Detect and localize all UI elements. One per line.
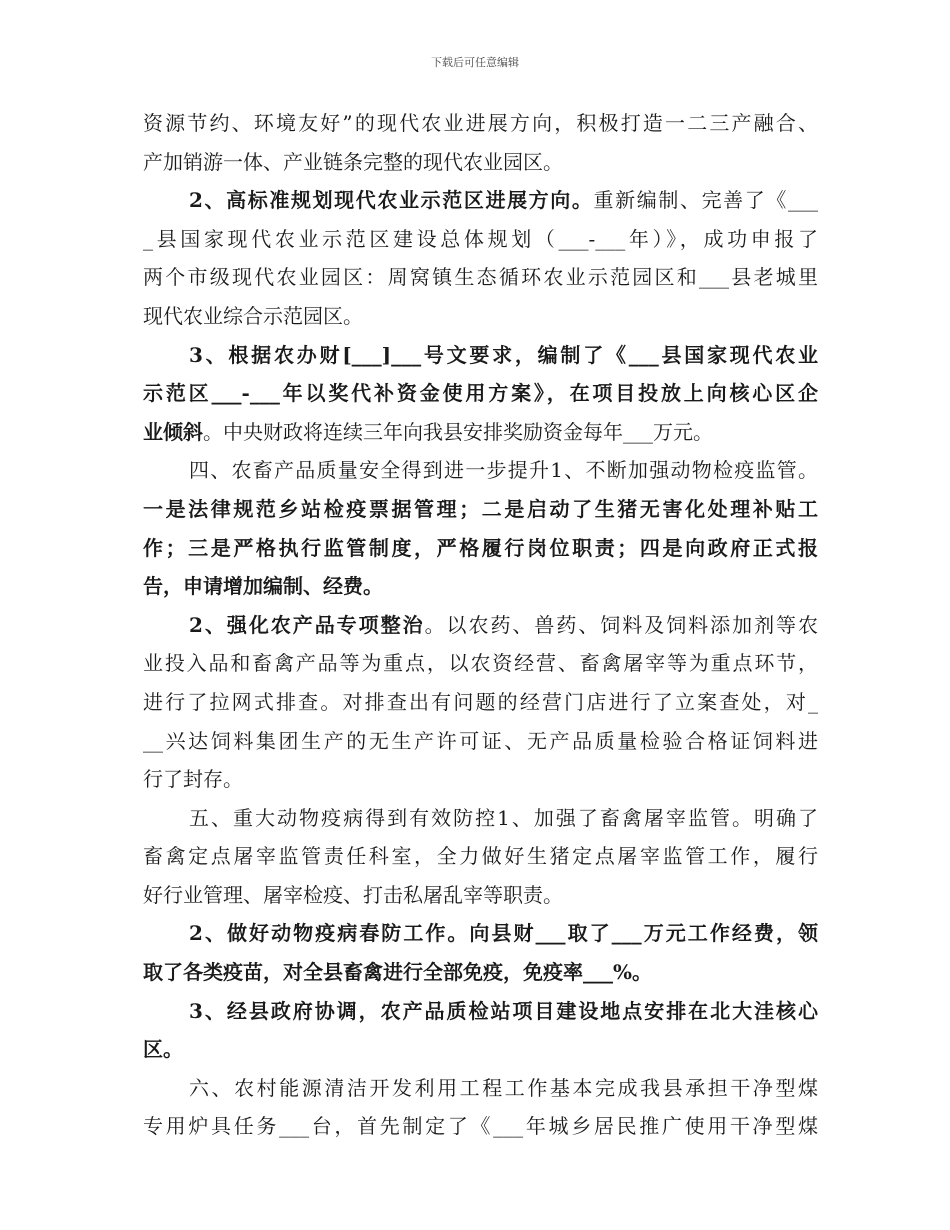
text-segment: 两个市级现代农业园区：周窝镇生态循环农业示范园区和___县老城里: [143, 265, 818, 290]
text-segment: 进行了拉网式排查。对排查出有问题的经营门店进行了立案查处，对_: [143, 689, 818, 714]
text-line: [143, 220, 818, 259]
text-segment: 五、重大动物疫病得到有效防控1、加强了畜禽屠宰监管。明确了: [189, 805, 818, 830]
bold-text-segment: 3、经县政府协调，农产品质检站项目建设地点安排在北大洼核心: [189, 998, 818, 1023]
text-line: [143, 722, 818, 761]
text-line: [143, 1107, 818, 1146]
text-line: [143, 683, 818, 722]
document-body: [143, 104, 818, 1146]
text-line: [143, 837, 818, 876]
text-line: [143, 104, 818, 143]
text-line: [143, 336, 818, 375]
text-line: [143, 451, 818, 490]
bold-text-segment: 取了各类疫苗，对全县畜禽进行全部免疫，免疫率___%。: [143, 960, 653, 985]
bold-text-segment: 业倾斜: [143, 419, 203, 444]
text-line: [143, 760, 818, 799]
text-line: [143, 799, 818, 838]
text-line: [143, 258, 818, 297]
text-line: [143, 953, 818, 992]
text-line: [143, 606, 818, 645]
text-segment: 产加销游一体、产业链条完整的现代农业园区。: [143, 149, 563, 174]
text-line: [143, 992, 818, 1031]
text-line: [143, 1030, 818, 1069]
bold-text-segment: 2、做好动物疫病春防工作。向县财___取了___万元工作经费，领: [189, 921, 818, 946]
text-segment: 好行业管理、屠宰检疫、打击私屠乱宰等职责。: [143, 882, 563, 907]
text-line: [143, 876, 818, 915]
text-segment: 重新编制、完善了《___: [593, 188, 818, 213]
text-segment: 六、农村能源清洁开发利用工程工作基本完成我县承担干净型煤: [189, 1075, 818, 1100]
text-segment: 行了封存。: [143, 767, 243, 792]
text-line: [143, 529, 818, 568]
text-segment: 资源节约、环境友好”的现代农业进展方向，积极打造一二三产融合、: [143, 111, 818, 135]
bold-text-segment: 示范区___-___年以奖代补资金使用方案》，在项目投放上向核心区企: [143, 381, 818, 406]
text-segment: 四、农畜产品质量安全得到进一步提升1、不断加强动物检疫监管。: [189, 458, 818, 483]
bold-text-segment: 2、强化农产品专项整治: [189, 612, 425, 637]
page-header-note: 下载后可任意编辑: [431, 56, 519, 69]
text-line: [143, 297, 818, 336]
text-segment: __兴达饲料集团生产的无生产许可证、无产品质量检验合格证饲料进: [143, 728, 818, 753]
text-segment: 畜禽定点屠宰监管责任科室，全力做好生猪定点屠宰监管工作，履行: [143, 844, 818, 869]
text-segment: 现代农业综合示范园区。: [143, 303, 363, 328]
text-line: [143, 914, 818, 953]
bold-text-segment: 3、根据农办财[___]___号文要求，编制了《___县国家现代农业: [189, 342, 818, 367]
bold-text-segment: 告，申请增加编制、经费。: [143, 574, 383, 599]
text-line: [143, 181, 818, 220]
text-line: [143, 490, 818, 529]
text-segment: 专用炉具任务___台，首先制定了《___年城乡居民推广使用干净型煤: [143, 1114, 818, 1139]
text-segment: 业投入品和畜禽产品等为重点，以农资经营、畜禽屠宰等为重点环节，: [143, 651, 818, 676]
bold-text-segment: 作；三是严格执行监管制度，严格履行岗位职责；四是向政府正式报: [143, 535, 818, 560]
text-line: [143, 413, 818, 452]
bold-text-segment: 2、高标准规划现代农业示范区进展方向。: [189, 188, 594, 213]
text-segment: 。中央财政将连续三年向我县安排奖励资金每年___万元。: [203, 419, 713, 444]
text-line: [143, 1069, 818, 1108]
text-line: [143, 143, 818, 182]
text-line: [143, 374, 818, 413]
bold-text-segment: 一是法律规范乡站检疫票据管理；二是启动了生猪无害化处理补贴工: [143, 496, 818, 521]
text-segment: _县国家现代农业示范区建设总体规划（___-___年）》，成功申报了: [143, 226, 818, 251]
text-line: [143, 644, 818, 683]
text-line: [143, 567, 818, 606]
text-segment: 。以农药、兽药、饲料及饲料添加剂等农: [424, 612, 818, 637]
bold-text-segment: 区。: [143, 1037, 183, 1062]
